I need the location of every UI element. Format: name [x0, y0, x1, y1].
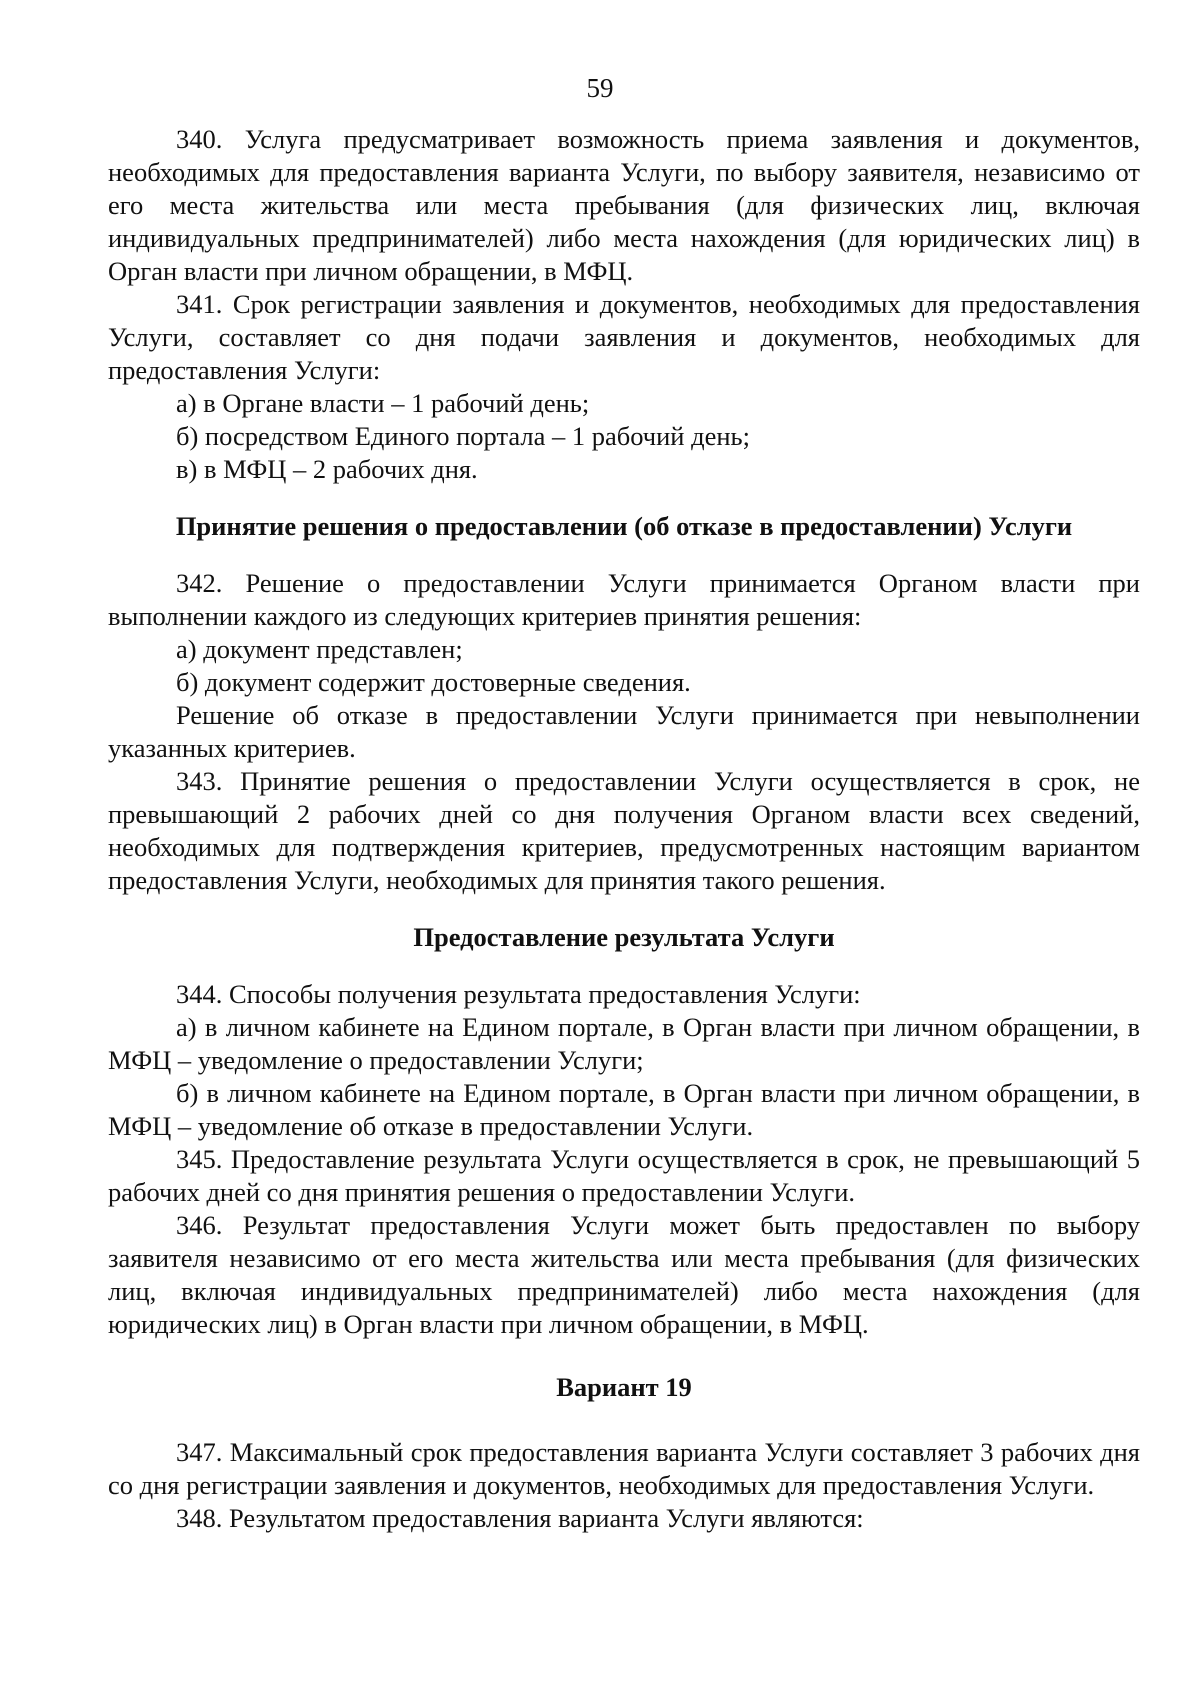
list-item-344-b: б) в личном кабинете на Едином портале, в Орган власти при личном обращении, в МФЦ – уведомление об отказе в предоставлении Услуги.: [108, 1078, 1140, 1141]
spacer: [108, 897, 1140, 921]
document-body: [108, 123, 1140, 1535]
paragraph-343: 343. Принятие решения о предоставлении Услуги осуществляется в срок, не превышающий 2 рабочих дней со дня получения Органом власти всех сведений, необходимых для подтверждения критериев, предусмотренных настоящим вариантом предоставления Услуги, необходимых для принятия такого решения.: [108, 766, 1140, 895]
paragraph-346: 346. Результат предоставления Услуги может быть предоставлен по выбору заявителя независимо от его места жительства или места пребывания (для физических лиц, включая индивидуальных предпринимателей) либо места нахождения (для юридических лиц) в Орган власти при личном обращении, в МФЦ.: [108, 1210, 1140, 1339]
paragraph-340: 340. Услуга предусматривает возможность приема заявления и документов, необходимых для предоставления варианта Услуги, по выбору заявителя, независимо от его места жительства или места пребывания (для физических лиц, включая индивидуальных предпринимателей) либо места нахождения (для юридических лиц) в Орган власти при личном обращении, в МФЦ.: [108, 124, 1140, 286]
spacer: [108, 954, 1140, 978]
list-item-342-b: б) документ содержит достоверные сведения.: [176, 667, 691, 697]
paragraph-342: 342. Решение о предоставлении Услуги принимается Органом власти при выполнении каждого из следующих критериев принятия решения:: [108, 568, 1140, 631]
list-item-341-a: а) в Органе власти – 1 рабочий день;: [176, 388, 590, 418]
paragraph-345: 345. Предоставление результата Услуги осуществляется в срок, не превышающий 5 рабочих дней со дня принятия решения о предоставлении Услуги.: [108, 1144, 1140, 1207]
section-heading-decision: Принятие решения о предоставлении (об отказе в предоставлении) Услуги: [175, 511, 1073, 541]
spacer: [108, 486, 1140, 510]
paragraph-347: 347. Максимальный срок предоставления варианта Услуги составляет 3 рабочих дня со дня регистрации заявления и документов, необходимых для предоставления Услуги.: [108, 1437, 1140, 1500]
spacer: [108, 1341, 1140, 1371]
variant-heading: Вариант 19: [556, 1372, 692, 1402]
section-heading-result: Предоставление результата Услуги: [413, 922, 835, 952]
paragraph-341: 341. Срок регистрации заявления и документов, необходимых для предоставления Услуги, составляет со дня подачи заявления и документов, необходимых для предоставления Услуги:: [108, 289, 1140, 385]
list-item-342-a: а) документ представлен;: [176, 634, 463, 664]
spacer: [108, 1404, 1140, 1436]
paragraph-348: 348. Результатом предоставления варианта Услуги являются:: [176, 1503, 864, 1533]
list-item-341-b: б) посредством Единого портала – 1 рабочий день;: [176, 421, 750, 451]
spacer: [108, 543, 1140, 567]
paragraph-refusal: Решение об отказе в предоставлении Услуги принимается при невыполнении указанных критериев.: [108, 700, 1140, 763]
page-number: 59: [586, 73, 614, 103]
paragraph-344: 344. Способы получения результата предоставления Услуги:: [176, 979, 861, 1009]
list-item-344-a: а) в личном кабинете на Едином портале, в Орган власти при личном обращении, в МФЦ – уведомление о предоставлении Услуги;: [108, 1012, 1140, 1075]
list-item-341-c: в) в МФЦ – 2 рабочих дня.: [176, 454, 478, 484]
